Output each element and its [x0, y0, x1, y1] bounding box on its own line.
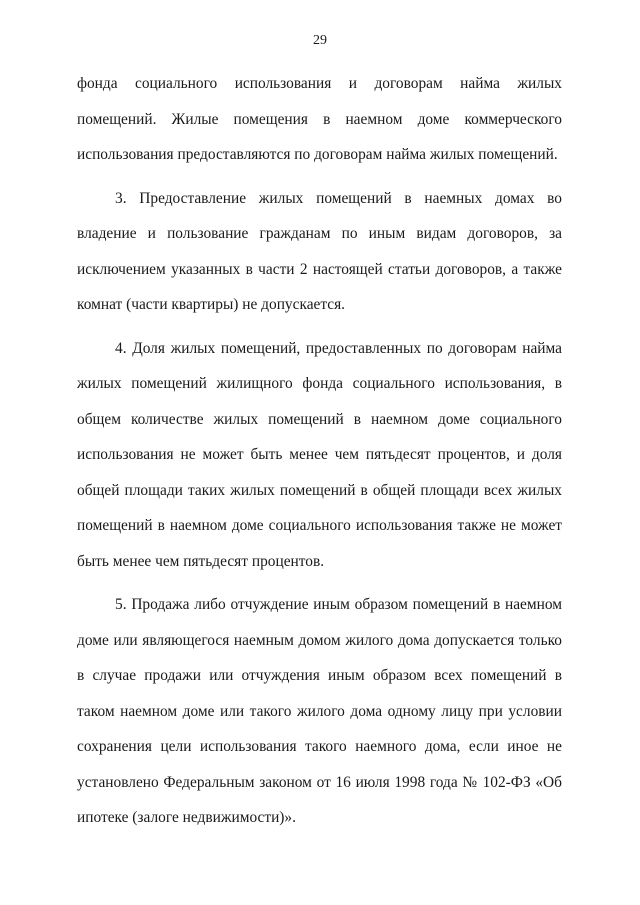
paragraph-item-5: 5. Продажа либо отчуждение иным образом помещений в наемном доме или являющегося наемным домом жилого дома допускается только в случае продажи или отчуждения иным образом всех помещений в таком наемном доме или такого жилого дома одному лицу при условии сохранения цели использования такого наемного дома, если иное не установлено Федеральным законом от 16 июля 1998 года № 102-ФЗ «Об ипотеке (залоге недвижимости)».: [77, 596, 562, 826]
paragraph-item-3: 3. Предоставление жилых помещений в наемных домах во владение и пользование гражданам по иным видам договоров, за исключением указанных в части 2 настоящей статьи договоров, а также комнат (части квартиры) не допускается.: [77, 189, 562, 313]
paragraph-item-4: 4. Доля жилых помещений, предоставленных по договорам найма жилых помещений жилищного фонда социального использования, в общем количестве жилых помещений в наемном доме социального использования не может быть менее чем пятьдесят процентов, и доля общей площади таких жилых помещений в общей площади всех жилых помещений в наемном доме социального использования также не может быть менее чем пятьдесят процентов.: [77, 339, 562, 570]
page-number: 29: [313, 33, 327, 48]
paragraph-continuation: фонда социального использования и договорам найма жилых помещений. Жилые помещения в наемном доме коммерческого использования предоставляются по договорам найма жилых помещений.: [77, 75, 562, 163]
document-body: [77, 66, 562, 836]
